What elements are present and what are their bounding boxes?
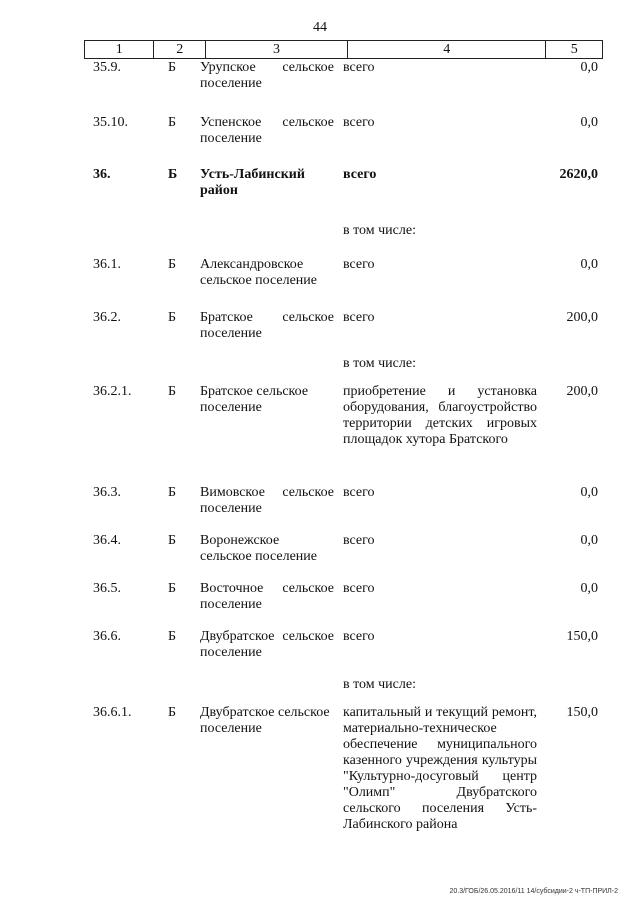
row-value: 0,0 [580, 60, 598, 75]
row-code: Б [168, 310, 177, 325]
row-number: 35.9. [93, 60, 121, 75]
row-name: Александровское сельское поселение [200, 257, 317, 288]
row-description: всего [343, 485, 375, 500]
row-value: 0,0 [580, 115, 598, 130]
column-header-3: 3 [206, 41, 348, 58]
row-number: 36.5. [93, 581, 121, 596]
row-value: 0,0 [580, 533, 598, 548]
row-number: 36.3. [93, 485, 121, 500]
row-code: Б [168, 533, 177, 548]
row-description: всего [343, 60, 375, 75]
row-description: всего [343, 310, 375, 325]
row-code: Б [168, 384, 177, 399]
row-number: 36. [93, 167, 111, 182]
row-description: приобретение и установка оборудования, благоустройство территории детских игровых площадок хутора Братского [343, 384, 537, 447]
row-number: 36.1. [93, 257, 121, 272]
row-name: Вимовское сельское поселение [200, 485, 334, 516]
row-value: 150,0 [566, 629, 598, 644]
row-code: Б [168, 60, 177, 75]
row-number: 36.4. [93, 533, 121, 548]
row-code: Б [168, 705, 177, 720]
row-code: Б [168, 581, 177, 596]
row-name: Урупское сельское поселение [200, 60, 334, 91]
column-header-1: 1 [85, 41, 154, 58]
row-code: Б [168, 115, 177, 130]
row-name: Братское сельское поселение [200, 310, 334, 341]
row-value: 2620,0 [559, 167, 598, 182]
row-name: Успенское сельское поселение [200, 115, 334, 146]
row-value: 0,0 [580, 485, 598, 500]
row-code: Б [168, 167, 178, 182]
row-description: всего [343, 257, 375, 272]
subheading-including: в том числе: [343, 223, 416, 238]
row-name: Усть-Лабинский район [200, 167, 305, 198]
page-number: 44 [313, 20, 327, 35]
subheading-including: в том числе: [343, 677, 416, 692]
row-name: Двубратское сельское поселение [200, 705, 330, 736]
row-value: 0,0 [580, 581, 598, 596]
row-name: Воронежское сельское поселение [200, 533, 317, 564]
row-description: всего [343, 115, 375, 130]
column-header-row [84, 40, 603, 59]
row-description: всего [343, 581, 375, 596]
row-number: 36.6. [93, 629, 121, 644]
column-header-2: 2 [154, 41, 206, 58]
footer-document-code: 20.3/ГОБ/26.05.2016/11 14/субсидии-2 ч-ТП-ПРИЛ-2 [449, 888, 618, 895]
row-value: 200,0 [566, 384, 598, 399]
row-description: всего [343, 629, 375, 644]
row-value: 0,0 [580, 257, 598, 272]
row-name: Братское сельское поселение [200, 384, 309, 415]
row-value: 150,0 [566, 705, 598, 720]
row-name: Восточное сельское поселение [200, 581, 334, 612]
row-name: Двубратское сельское поселение [200, 629, 334, 660]
row-value: 200,0 [566, 310, 598, 325]
row-code: Б [168, 485, 177, 500]
column-header-4: 4 [348, 41, 546, 58]
column-header-5: 5 [570, 42, 578, 57]
row-number: 36.2. [93, 310, 121, 325]
row-code: Б [168, 629, 177, 644]
row-description: всего [343, 533, 375, 548]
row-code: Б [168, 257, 177, 272]
subheading-including: в том числе: [343, 356, 416, 371]
row-number: 36.2.1. [93, 384, 132, 399]
row-description: всего [343, 167, 377, 182]
row-description: капитальный и текущий ремонт, материально-техническое обеспечение муниципального казенного учреждения культуры "Культурно-досуговый центр "Олимп" Двубратского сельского поселения Усть-Лабинского района [343, 705, 537, 832]
row-number: 35.10. [93, 115, 128, 130]
row-number: 36.6.1. [93, 705, 132, 720]
